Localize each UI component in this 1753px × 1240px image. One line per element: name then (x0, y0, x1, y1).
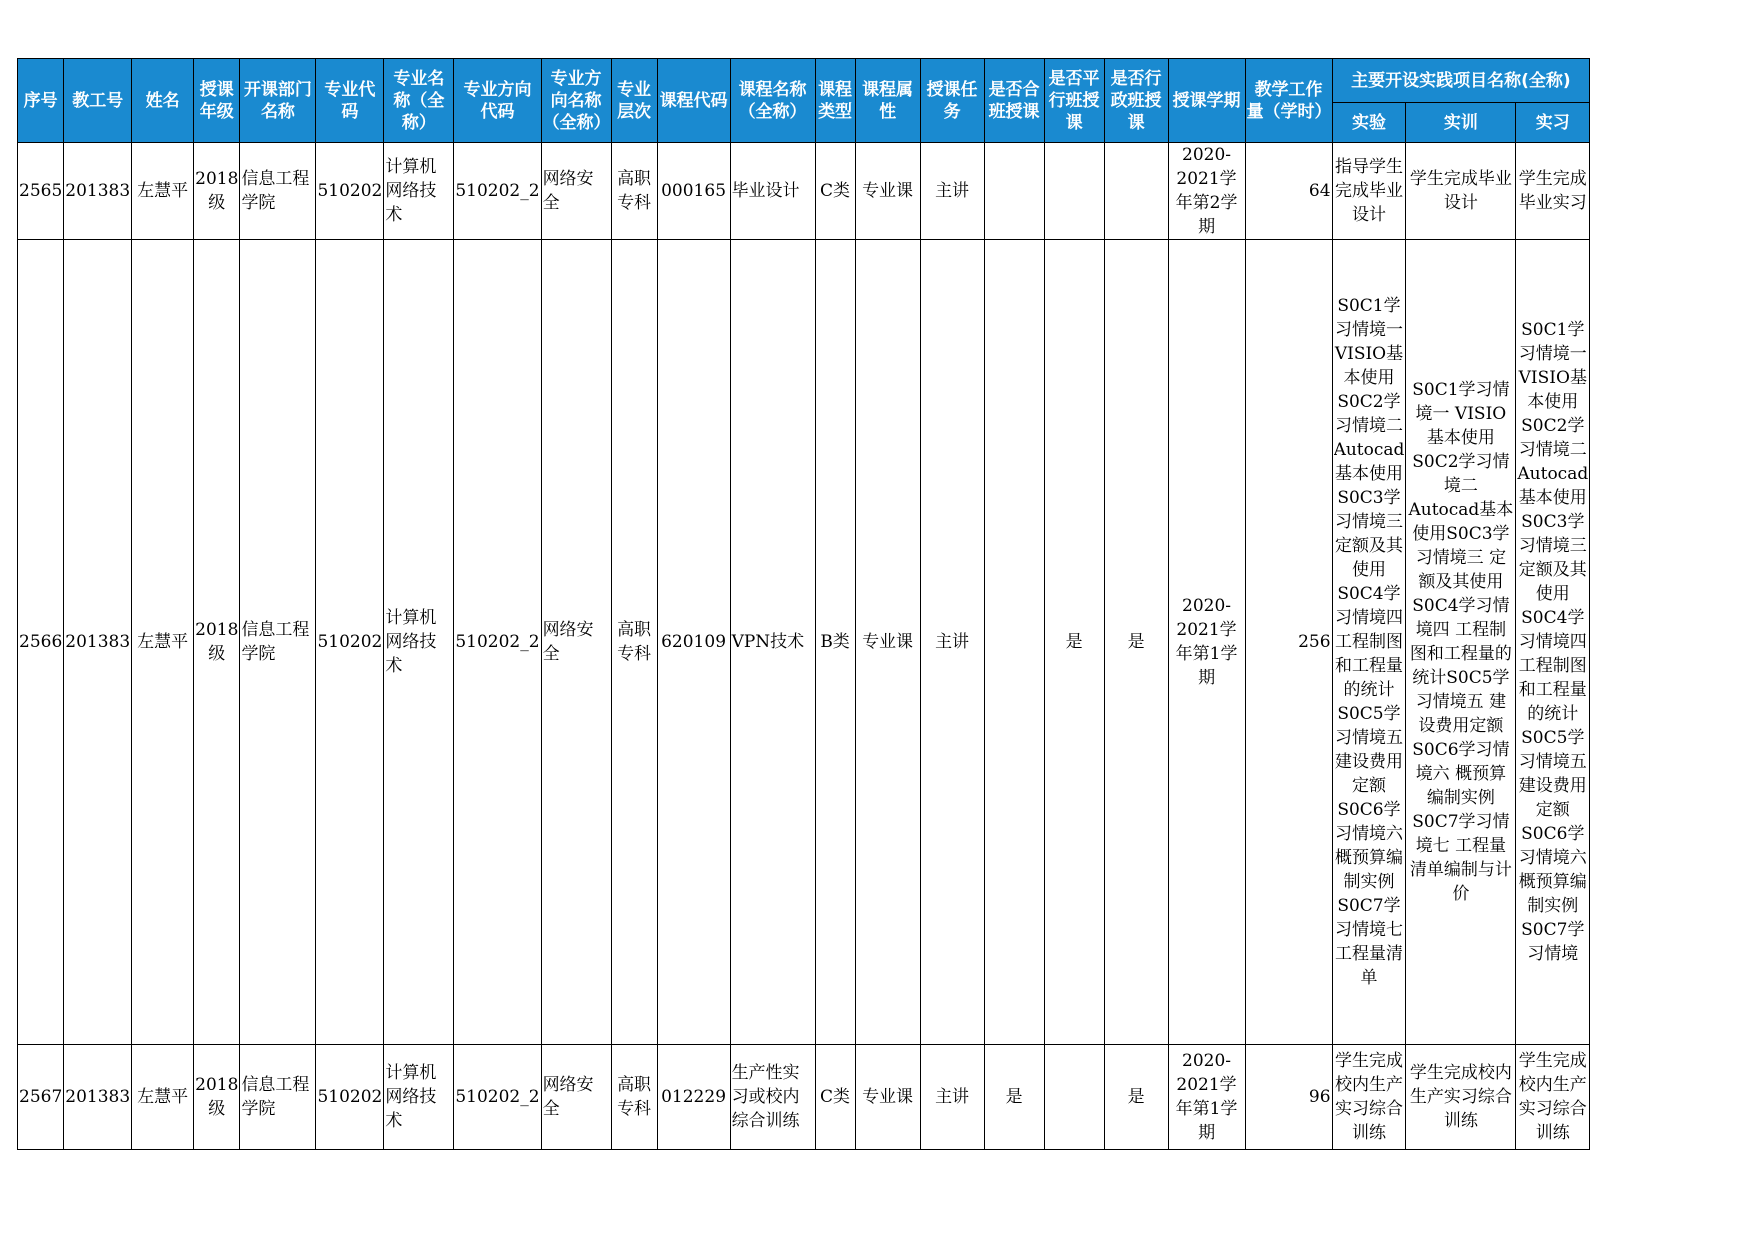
cell-task: 主讲 (920, 143, 984, 240)
cell-major-name: 计算机网络技术 (384, 143, 454, 240)
header-experiment: 实验 (1332, 103, 1406, 143)
cell-experiment (1332, 240, 1406, 1045)
header-internship: 实习 (1516, 103, 1590, 143)
cell-parallel (1044, 143, 1104, 240)
cell-seq: 2565 (18, 143, 64, 240)
cell-task: 主讲 (920, 1045, 984, 1150)
cell-internship (1516, 143, 1590, 240)
cell-course-code: 620109 (657, 240, 730, 1045)
header-course-name: 课程名称（全称） (730, 59, 815, 143)
cell-grade: 2018级 (194, 1045, 240, 1150)
cell-internship (1516, 1045, 1590, 1150)
teaching-workload-table (17, 58, 1590, 1150)
cell-dir-code: 510202_2 (454, 143, 541, 240)
cell-admin-class: 是 (1104, 240, 1168, 1045)
header-dept: 开课部门名称 (240, 59, 316, 143)
header-training: 实训 (1406, 103, 1516, 143)
training-text: S0C1学习情境一 VISIO基本使用S0C2学习情境二 Autocad基本使用S0C3学习情境三 定额及其使用S0C4学习情境四 工程制图和工程量的统计S0C5学习情境五 建设费用定额S0C6学习情境六 概预算编制实例S0C7学习情境七 工程量清单编制与计价 (1408, 380, 1514, 904)
header-task: 授课任务 (920, 59, 984, 143)
header-admin-class: 是否行政班授课 (1104, 59, 1168, 143)
cell-experiment (1332, 143, 1406, 240)
cell-seq: 2566 (18, 240, 64, 1045)
internship-text: 学生完成毕业实习 (1518, 169, 1587, 213)
cell-term: 2020-2021学年第1学期 (1168, 240, 1245, 1045)
header-course-attr: 课程属性 (855, 59, 920, 143)
cell-course-attr: 专业课 (855, 1045, 920, 1150)
cell-dir-name: 网络安全 (541, 143, 611, 240)
cell-name: 左慧平 (132, 1045, 194, 1150)
cell-course-name: 生产性实习或校内综合训练 (730, 1045, 815, 1150)
cell-major-code: 510202 (316, 240, 384, 1045)
cell-level: 高职专科 (611, 1045, 657, 1150)
cell-major-name: 计算机网络技术 (384, 240, 454, 1045)
header-row (18, 59, 1590, 103)
cell-course-code: 012229 (657, 1045, 730, 1150)
cell-major-code: 510202 (316, 143, 384, 240)
header-term: 授课学期 (1168, 59, 1245, 143)
cell-course-type: B类 (815, 240, 855, 1045)
cell-course-name: 毕业设计 (730, 143, 815, 240)
cell-dir-name: 网络安全 (541, 240, 611, 1045)
header-parallel: 是否平行班授课 (1044, 59, 1104, 143)
training-text: 学生完成校内生产实习综合训练 (1409, 1063, 1512, 1131)
cell-emp-id: 201383 (64, 1045, 132, 1150)
table-row (18, 240, 1590, 1045)
cell-grade: 2018级 (194, 143, 240, 240)
cell-term: 2020-2021学年第1学期 (1168, 1045, 1245, 1150)
cell-grade: 2018级 (194, 240, 240, 1045)
cell-workload: 256 (1245, 240, 1332, 1045)
header-emp-id: 教工号 (64, 59, 132, 143)
header-course-type: 课程类型 (815, 59, 855, 143)
cell-workload: 96 (1245, 1045, 1332, 1150)
cell-merged (984, 240, 1044, 1045)
header-major-name: 专业名称（全称） (384, 59, 454, 143)
cell-dir-code: 510202_2 (454, 1045, 541, 1150)
cell-workload: 64 (1245, 143, 1332, 240)
training-text: 学生完成毕业设计 (1409, 169, 1512, 213)
table-row (18, 1045, 1590, 1150)
cell-training (1406, 143, 1516, 240)
header-name: 姓名 (132, 59, 194, 143)
cell-course-code: 000165 (657, 143, 730, 240)
header-workload: 教学工作量（学时） (1245, 59, 1332, 143)
cell-name: 左慧平 (132, 240, 194, 1045)
table-row (18, 143, 1590, 240)
header-grade: 授课年级 (194, 59, 240, 143)
header-dir-name: 专业方向名称（全称） (541, 59, 611, 143)
cell-course-name: VPN技术 (730, 240, 815, 1045)
cell-dept: 信息工程学院 (240, 240, 316, 1045)
cell-internship (1516, 240, 1590, 1045)
cell-dir-code: 510202_2 (454, 240, 541, 1045)
header-practice-group: 主要开设实践项目名称(全称) (1332, 59, 1590, 103)
cell-emp-id: 201383 (64, 240, 132, 1045)
cell-merged (984, 143, 1044, 240)
cell-level: 高职专科 (611, 143, 657, 240)
cell-major-code: 510202 (316, 1045, 384, 1150)
cell-parallel: 是 (1044, 240, 1104, 1045)
internship-text: 学生完成校内生产实习综合训练 (1518, 1051, 1587, 1143)
cell-emp-id: 201383 (64, 143, 132, 240)
cell-course-attr: 专业课 (855, 143, 920, 240)
cell-experiment (1332, 1045, 1406, 1150)
cell-training (1406, 240, 1516, 1045)
header-dir-code: 专业方向代码 (454, 59, 541, 143)
header-major-code: 专业代码 (316, 59, 384, 143)
cell-course-type: C类 (815, 1045, 855, 1150)
header-merged: 是否合班授课 (984, 59, 1044, 143)
cell-term: 2020-2021学年第2学期 (1168, 143, 1245, 240)
cell-dept: 信息工程学院 (240, 143, 316, 240)
experiment-text: 学生完成校内生产实习综合训练 (1334, 1051, 1403, 1143)
cell-course-attr: 专业课 (855, 240, 920, 1045)
cell-admin-class: 是 (1104, 1045, 1168, 1150)
cell-training (1406, 1045, 1516, 1150)
header-seq: 序号 (18, 59, 64, 143)
header-course-code: 课程代码 (657, 59, 730, 143)
cell-admin-class (1104, 143, 1168, 240)
cell-seq: 2567 (18, 1045, 64, 1150)
header-level: 专业层次 (611, 59, 657, 143)
cell-dept: 信息工程学院 (240, 1045, 316, 1150)
cell-name: 左慧平 (132, 143, 194, 240)
cell-parallel (1044, 1045, 1104, 1150)
internship-text: S0C1学习情境一 VISIO基本使用S0C2学习情境二 Autocad基本使用S0C3学习情境三 定额及其使用S0C4学习情境四 工程制图和工程量的统计S0C5学习情境五 建设费用定额S0C6学习情境六 概预算编制实例S0C7学习情境 (1517, 320, 1589, 964)
experiment-text: 指导学生完成毕业设计 (1334, 157, 1403, 225)
cell-merged: 是 (984, 1045, 1044, 1150)
cell-level: 高职专科 (611, 240, 657, 1045)
cell-dir-name: 网络安全 (541, 1045, 611, 1150)
cell-task: 主讲 (920, 240, 984, 1045)
cell-course-type: C类 (815, 143, 855, 240)
cell-major-name: 计算机网络技术 (384, 1045, 454, 1150)
experiment-text: S0C1学习情境一 VISIO基本使用S0C2学习情境二 Autocad基本使用S0C3学习情境三 定额及其使用S0C4学习情境四 工程制图和工程量的统计S0C5学习情境五 建设费用定额S0C6学习情境六 概预算编制实例S0C7学习情境七 工程量清单 (1333, 296, 1405, 988)
